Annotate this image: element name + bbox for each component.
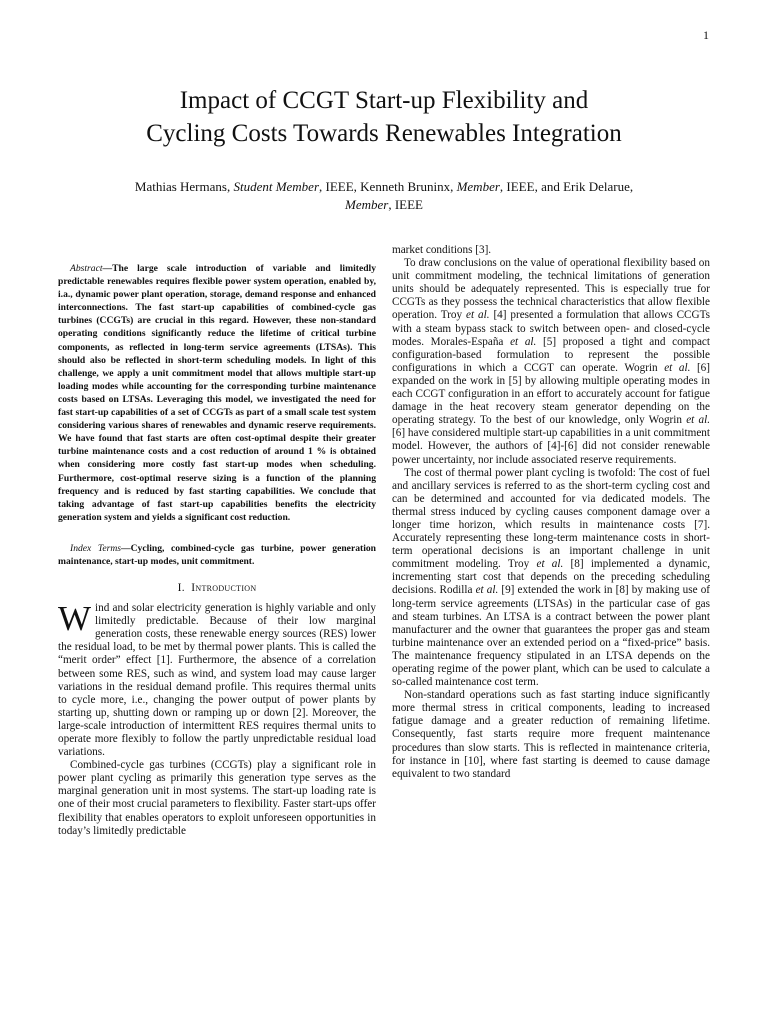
fast-start-paragraph: Non-standard operations such as fast starting induce significantly more thermal stress in critical components, leading to increased fatigue damage and a greater reduction of remaining lifetime. Consequently, fast starts require more frequent maintenance procedures than slow starts. This is reflected in maintenance criteria, for instance in [10], where fast starting is deemed to cause damage equivalent to two standard — [392, 689, 710, 780]
cycling-cost-paragraph — [392, 467, 710, 690]
section-title: Introduction — [191, 582, 257, 595]
author-3-role: Member — [345, 197, 389, 212]
section-numeral: I. — [177, 582, 185, 595]
continuation-line: market conditions [3]. — [392, 244, 492, 256]
index-terms-lead: Index Terms — [70, 542, 121, 554]
title-line-1: Impact of CCGT Start-up Flexibility and — [179, 87, 589, 114]
index-terms — [58, 542, 376, 568]
rw-text-b: [4] presented a formulation that allows CCGTs with a steam bypass stack to switch between open- and closed-cycle modes. Morales-España — [392, 309, 711, 348]
intro-paragraph-1 — [58, 599, 376, 759]
related-work-paragraph — [392, 257, 710, 467]
abstract-text: —The large scale introduction of variable and limitedly predictable renewables requires flexible power system operation, enabled by, i.a., dynamic power plant operation, storage, demand response and enhanced interconnections. The fast start-up capabilities of combined-cycle gas turbines (CCGTs) are crucial in this regard. However, these non-standard operating conditions significantly reduce the lifetime of critical turbine components, as reflected in long-term service agreements (LTSAs). This should also be reflected in short-term scheduling models. In light of this challenge, we apply a unit commitment model that allows multiple start-up loading modes while accounting for the corresponding turbine maintenance costs based on LTSAs. Leveraging this model, we investigated the need for fast start-up capabilities of a set of CCGTs as part of a small scale test system considering various shares of renewables and dynamic reserve requirements. We have found that fast starts are often cost-optimal despite their greater turbine maintenance costs and a cost reduction of around 1 % is obtained when considering more costly fast start-up modes when scheduling. Furthermore, cost-optimal reserve sizing is a function of the planning frequency and is reduced by fast starting capabilities. We conclude that taking advantage of fast start-up capabilities benefits the electricity generation system and yields a significant cost reduction. — [58, 263, 376, 523]
rw-text-d: [6] expanded on the work in [5] by allowing multiple operating modes in each CCGT configuration in an effort to accurately account for fatigue damage in the heat recovery steam generator depending on the operating strategy. To the best of our knowledge, only Wogrin — [392, 361, 710, 427]
et-al: et al. — [686, 414, 711, 427]
cc-text-c: [9] extended the work in [8] by making use of long-term service agreements (LTSAs) in the particular case of gas and steam turbines. An LTSA is a contract between the power plant manufacturer and the owner that guarantees the proper gas and steam turbine maintenance over an extended period on a “fixed-price” basis. The maintenance frequency stipulated in an LTSA depends on the operating regime of the power plant, which can be used to calculate a so-called maintenance cost term. — [392, 584, 711, 689]
author-3-org: , IEEE — [388, 197, 423, 212]
et-al: et al. — [475, 584, 499, 597]
paper-title — [0, 84, 768, 150]
author-1-role: Student Member — [233, 179, 320, 194]
author-1-org: , IEEE — [319, 179, 354, 194]
author-2-role: Member — [456, 179, 500, 194]
et-al: et al. — [466, 309, 490, 322]
rw-text-e: [6] have considered multiple start-up capabilities in a unit commitment model. However, the authors of [4]-[6] did not consider renewable power uncertainty, nor include associated reserve requirements. — [392, 427, 710, 466]
title-line-2: Cycling Costs Towards Renewables Integration — [146, 120, 622, 147]
left-column — [58, 262, 376, 838]
et-al: et al. — [664, 361, 691, 374]
section-heading — [58, 582, 376, 594]
page-number: 1 — [703, 28, 709, 42]
index-terms-text: —Cycling, combined-cycle gas turbine, power generation maintenance, start-up modes, unit commitment. — [58, 542, 376, 567]
author-3: , and Erik Delarue, — [534, 179, 634, 194]
abstract-lead: Abstract — [70, 263, 103, 274]
rw-text-c: [5] proposed a tight and compact configuration-based formulation to represent the possible configurations in which a CCGT can operate. Wogrin — [392, 335, 710, 374]
author-list — [80, 178, 688, 214]
right-column — [392, 244, 710, 781]
et-al: et al. — [536, 558, 564, 571]
abstract — [58, 262, 376, 524]
author-1: Mathias Hermans, — [134, 179, 234, 194]
intro-paragraph-2: Combined-cycle gas turbines (CCGTs) play a significant role in power plant cycling as primarily this generation type serves as the marginal generation unit in most systems. The start-up loading rate is one of their most crucial parameters to flexibility. Faster start-ups offer flexibility that enables operators to exploit unforeseen opportunities in today’s limitedly predictable — [58, 759, 376, 837]
rw-text-a: To draw conclusions on the value of operational flexibility based on unit commitment modeling, the technical limitations of generation units should be adequately represented. This is especially true for CCGTs as they possess the technical characteristics that allow flexible operation. Troy — [392, 257, 710, 322]
et-al: et al. — [510, 335, 537, 348]
author-2-org: , IEEE — [499, 179, 535, 194]
drop-cap: W — [58, 599, 92, 639]
cc-text-a: The cost of thermal power plant cycling is twofold: The cost of fuel and ancillary services is referred to as the short-term cycling cost and can be determined and accounted for via dedicated models. The thermal stress induced by cycling causes component damage over a longer time horizon, which results in maintenance costs [7]. Accurately representing these long-term maintenance costs in short-term operational decisions is an important challenge in unit commitment modeling. Troy — [392, 466, 710, 571]
intro-paragraph-1-text: ind and solar electricity generation is highly variable and only limitedly predictable. Because of their low marginal generation costs, these renewable energy sources (RES) lower the residual load, to be met by thermal power plants. This is called the “merit order” effect [1]. Furthermore, the absence of a correlation between some RES, such as wind, and system load may cause larger variations in the residual demand profile. This requires thermal units to cycle more, i.e., changing the power output of power plants by starting up, shutting down or ramping up or down [2]. Moreover, the large-scale introduction of intermittent RES requires thermal units to operate more flexibly to follow the partly unpredictable residual load variations. — [58, 602, 376, 759]
author-2: , Kenneth Bruninx, — [353, 179, 457, 194]
cc-text-b: [8] implemented a dynamic, incrementing start cost that depends on the preceding scheduling decisions. Rodilla — [392, 558, 710, 597]
